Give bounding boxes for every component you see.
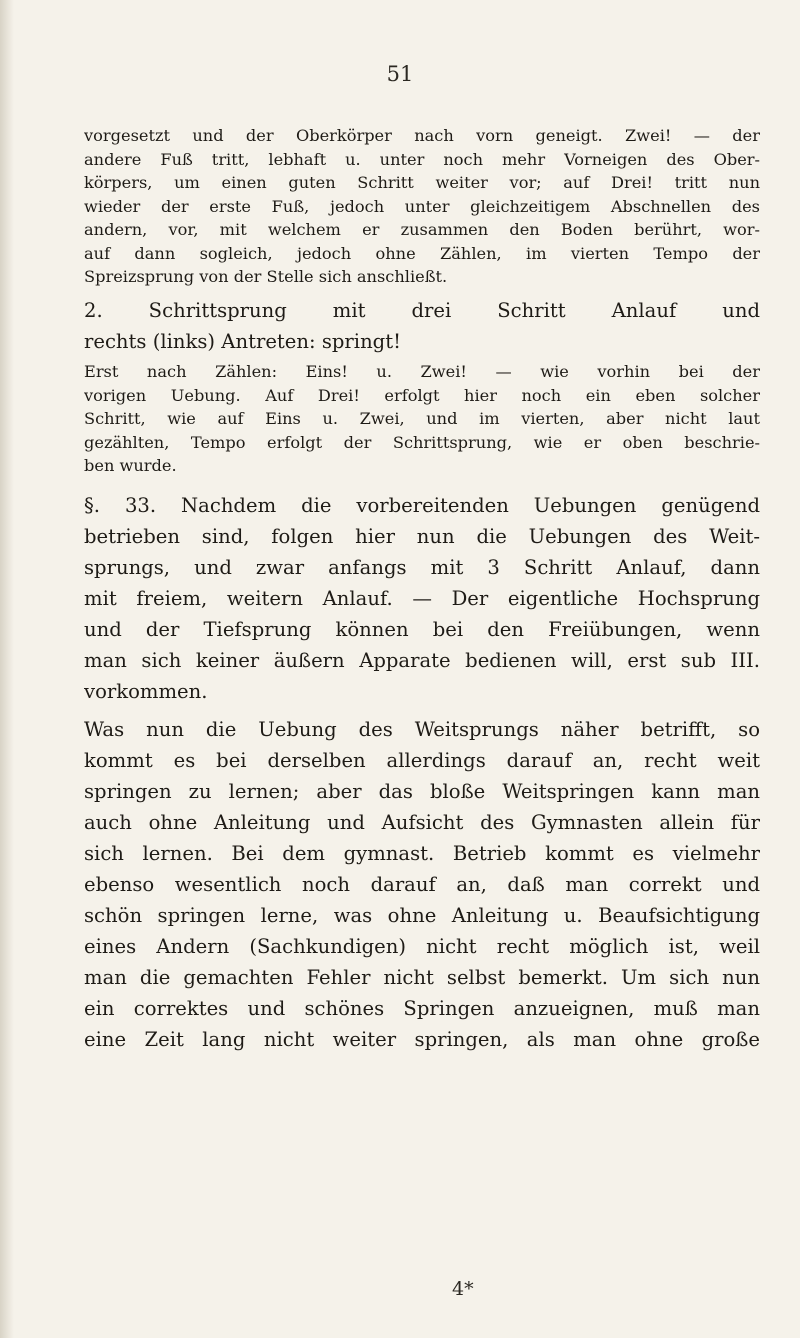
text-line: und der Tiefsprung können bei den Freiübungen, wenn <box>84 618 760 641</box>
text-line: man die gemachten Fehler nicht selbst bemerkt. Um sich nun <box>84 966 760 989</box>
text-line: Erst nach Zählen: Eins! u. Zwei! — wie vorhin bei der <box>84 362 760 381</box>
text-line: auf dann sogleich, jedoch ohne Zählen, im vierten Tempo der <box>84 243 760 263</box>
text-line: ein correktes und schönes Springen anzueignen, muß man <box>84 997 760 1020</box>
text-line: vorgesetzt und der Oberkörper nach vorn geneigt. Zwei! — der <box>84 126 760 145</box>
text-line: betrieben sind, folgen hier nun die Uebungen des Weit- <box>84 525 760 548</box>
heading-line: 2. Schrittsprung mit drei Schritt Anlauf und <box>84 299 760 322</box>
paragraph-3 <box>84 714 760 1055</box>
text-line: körpers, um einen guten Schritt weiter vor; auf Drei! tritt nun <box>84 173 760 192</box>
text-line: auch ohne Anleitung und Aufsicht des Gymnasten allein für <box>84 811 760 834</box>
text-line: sprungs, und zwar anfangs mit 3 Schritt Anlauf, dann <box>84 556 760 579</box>
text-line: Schritt, wie auf Eins u. Zwei, und im vierten, aber nicht laut <box>84 409 760 428</box>
text-line: vorigen Uebung. Auf Drei! erfolgt hier noch ein eben solcher <box>84 385 760 405</box>
text-line: §. 33. Nachdem die vorbereitenden Uebungen genügend <box>84 494 760 517</box>
text-line: gezählten, Tempo erfolgt der Schrittsprung, wie er oben beschrie- <box>84 432 760 452</box>
signature-mark: 4* <box>452 1278 474 1300</box>
text-line: springen zu lernen; aber das bloße Weitspringen kann man <box>84 780 760 803</box>
exercise-2-heading <box>84 295 760 357</box>
paragraph-2 <box>84 360 760 478</box>
text-line: Was nun die Uebung des Weitsprungs näher betrifft, so <box>84 718 760 741</box>
heading-line: rechts (links) Antreten: springt! <box>84 330 401 353</box>
section-33 <box>84 490 760 707</box>
page-number: 51 <box>386 62 414 86</box>
text-line: ben wurde. <box>84 456 177 475</box>
text-line: wieder der erste Fuß, jedoch unter gleichzeitigem Abschnellen des <box>84 196 760 216</box>
text-line: eine Zeit lang nicht weiter springen, als man ohne große <box>84 1028 760 1051</box>
text-line: schön springen lerne, was ohne Anleitung u. Beaufsichtigung <box>84 904 760 927</box>
text-line: kommt es bei derselben allerdings darauf an, recht weit <box>84 749 760 772</box>
text-line: vorkommen. <box>84 680 208 703</box>
paragraph-1 <box>84 124 760 289</box>
text-line: man sich keiner äußern Apparate bedienen will, erst sub III. <box>84 649 760 672</box>
text-line: sich lernen. Bei dem gymnast. Betrieb kommt es vielmehr <box>84 842 760 865</box>
text-line: ebenso wesentlich noch darauf an, daß man correkt und <box>84 873 760 896</box>
text-line: mit freiem, weitern Anlauf. — Der eigentliche Hochsprung <box>84 587 760 610</box>
page-edge-shadow <box>0 0 14 1338</box>
text-line: eines Andern (Sachkundigen) nicht recht möglich ist, weil <box>84 935 760 958</box>
text-line: andere Fuß tritt, lebhaft u. unter noch mehr Vorneigen des Ober- <box>84 149 760 169</box>
text-line: Spreizsprung von der Stelle sich anschließt. <box>84 267 448 286</box>
text-line: andern, vor, mit welchem er zusammen den Boden berührt, wor- <box>84 220 760 239</box>
